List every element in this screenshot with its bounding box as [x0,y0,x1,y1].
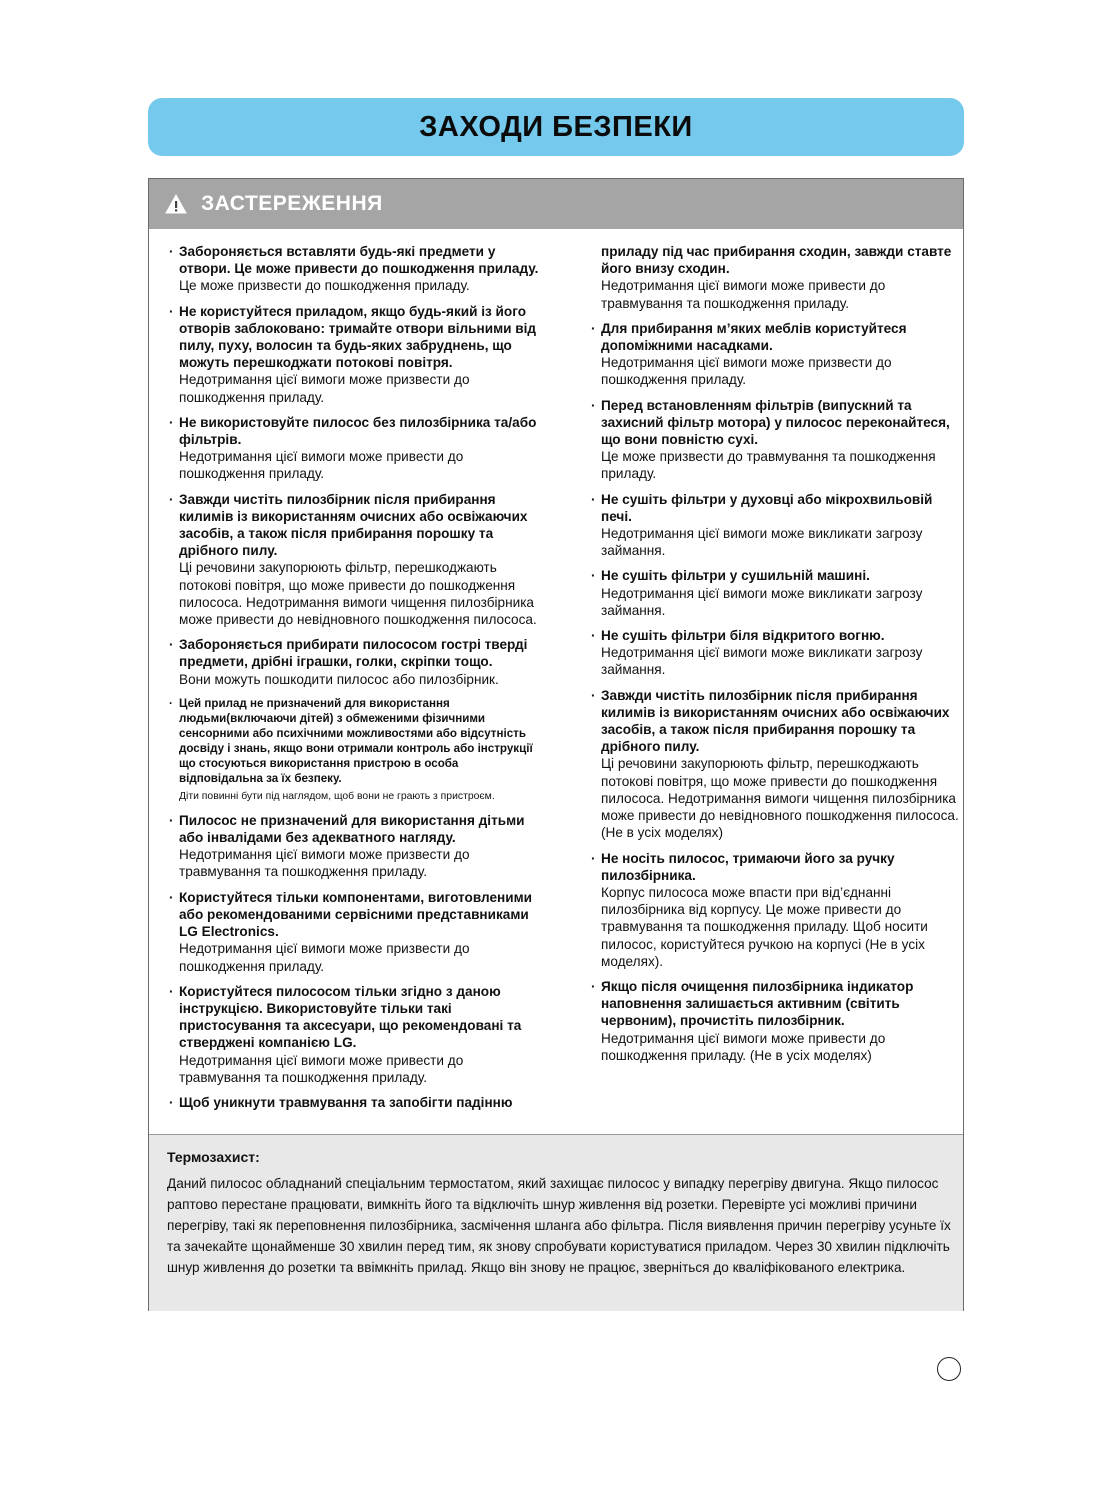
list-item: · Не сушіть фільтри у духовці або мікрохвильовій печі. Недотримання цієї вимоги може викликати загрозу займання. [591,491,933,559]
list-item: · Не сушіть фільтри біля відкритого вогню. Недотримання цієї вимоги може викликати загрозу займання. [591,628,923,678]
warning-header [149,179,963,229]
page-title: ЗАХОДИ БЕЗПЕКИ [419,110,693,143]
list-item: · Завжди чистіть пилозбірник після прибирання килимів із використанням очисних або освіжаючих засобів, а також після прибирання порошку та дрібного пилу. Ці речовини закупорюють фільтр, перешкоджають потокові повітря, що може привести до пошкодження пилососа. Недотримання вимоги чищення пилозбірника може привести до невідновного пошкодження пилососа. (Не в усіх моделях) [591,687,959,841]
list-item: · Користуйтеся тільки компонентами, виготовленими або рекомендованими сервісними представниками LG Electronics. Недотримання цієї вимоги може призвести до пошкодження приладу. [169,889,533,974]
list-item: · Пилосос не призначений для використання дітьми або інвалідами без адекватного нагляду. Недотримання цієї вимоги може призвести до травмування та пошкодження приладу. [169,812,525,880]
thermo-title: Термозахист: [167,1149,260,1165]
thermo-section [149,1134,963,1311]
list-item: приладу під час прибирання сходин, завжди ставте його внизу сходин. Недотримання цієї вимоги може привести до травмування та пошкодження приладу. [601,244,952,311]
list-item: · Для прибирання м’яких меблів користуйтеся допоміжними насадками. Недотримання цієї вимоги може призвести до пошкодження приладу. [591,320,907,388]
list-item: · Не використовуйте пилосос без пилозбірника та/або фільтрів. Недотримання цієї вимоги може привести до пошкодження приладу. [169,414,537,482]
list-item: · Не сушіть фільтри у сушильній машині. Недотримання цієї вимоги може викликати загрозу займання. [591,568,923,618]
list-item: · Перед встановленням фільтрів (випускний та захисний фільтр мотора) у пилосос переконайтеся, що вони повністю сухі. Це може призвести до травмування та пошкодження приладу. [591,397,950,482]
warning-heading: ЗАСТЕРЕЖЕННЯ [201,192,383,215]
title-bar [148,98,964,156]
right-column [589,243,961,1072]
list-item: · Не користуйтеся приладом, якщо будь-який із його отворів заблоковано: тримайте отвори вільними від пилу, пуху, волосин та будь-яких забруднень, що можуть перешкоджати потокові повітря. Недотримання цієї вимоги може призвести до пошкодження приладу. [169,303,537,405]
list-item: · Забороняється прибирати пилососом гострі тверді предмети, дрібні іграшки, голки, скріпки тощо. Вони можуть пошкодити пилосос або пилозбірник. [169,637,528,687]
list-item: · Цей прилад не призначений для використання людьми(включаючи дітей) з обмеженими фізичними сенсорними або психічними можливостями або відсутність досвіду і знань, якщо вони отримали контроль або інструкції що стосуються використання пристрою в особа відповідальна за їх безпеку. Діти повинні бути під наглядом, щоб вони не грають з пристроєм. [169,696,533,802]
list-item: · Забороняється вставляти будь-які предмети у отвори. Це може привести до пошкодження приладу. Це може призвести до пошкодження приладу. [169,244,539,294]
list-item: · Якщо після очищення пилозбірника індикатор наповнення залишається активним (світить червоним), прочистіть пилозбірник. Недотримання цієї вимоги може привести до пошкодження приладу. (Не в усіх моделях) [591,978,914,1063]
list-item: · Завжди чистіть пилозбірник після прибирання килимів із використанням очисних або освіжаючих засобів, а також після прибирання порошку та дрібного пилу. Ці речовини закупорюють фільтр, перешкоджають потокові повітря, що може привести до пошкодження пилососа. Недотримання вимоги чищення пилозбірника може привести до невідновного пошкодження пилососа. [169,491,537,628]
thermo-body: Даний пилосос обладнаний спеціальним термостатом, який захищає пилосос у випадку перегріву двигуна. Якщо пилосос раптово перестане працювати, вимкніть його та відключіть шнур живлення від розетки. Перевірте усі можливі причини перегріву, такі як переповнення пилозбірника, засмічення шланга або фільтра. Після виявлення причин перегріву усуньте їх та зачекайте щонайменше 30 хвилин перед тим, як знову спробувати користуватися приладом. Через 30 хвилин підключіть шнур живлення до розетки та ввімкніть прилад. Якщо він знову не працює, зверніться до кваліфікованого електрика. [167,1176,951,1275]
left-column [167,243,539,1119]
warning-triangle-icon [165,194,187,214]
list-item: · Користуйтеся пилососом тільки згідно з даною інструкцією. Використовуйте тільки такі пристосування та аксесуари, що рекомендовані та стверджені компанією LG. Недотримання цієї вимоги може привести до травмування та пошкодження приладу. [169,983,522,1085]
page-number-circle [937,1357,961,1381]
list-item: · Щоб уникнути травмування та запобігти падінню [169,1094,513,1110]
list-item: · Не носіть пилосос, тримаючи його за ручку пилозбірника. Корпус пилососа може впасти при від’єднанні пилозбірника від корпусу. Це може привести до травмування та пошкодження приладу. Щоб носити пилосос, користуйтеся ручкою на корпусі (Не в усіх моделях). [591,850,928,969]
warning-box [148,178,964,1311]
